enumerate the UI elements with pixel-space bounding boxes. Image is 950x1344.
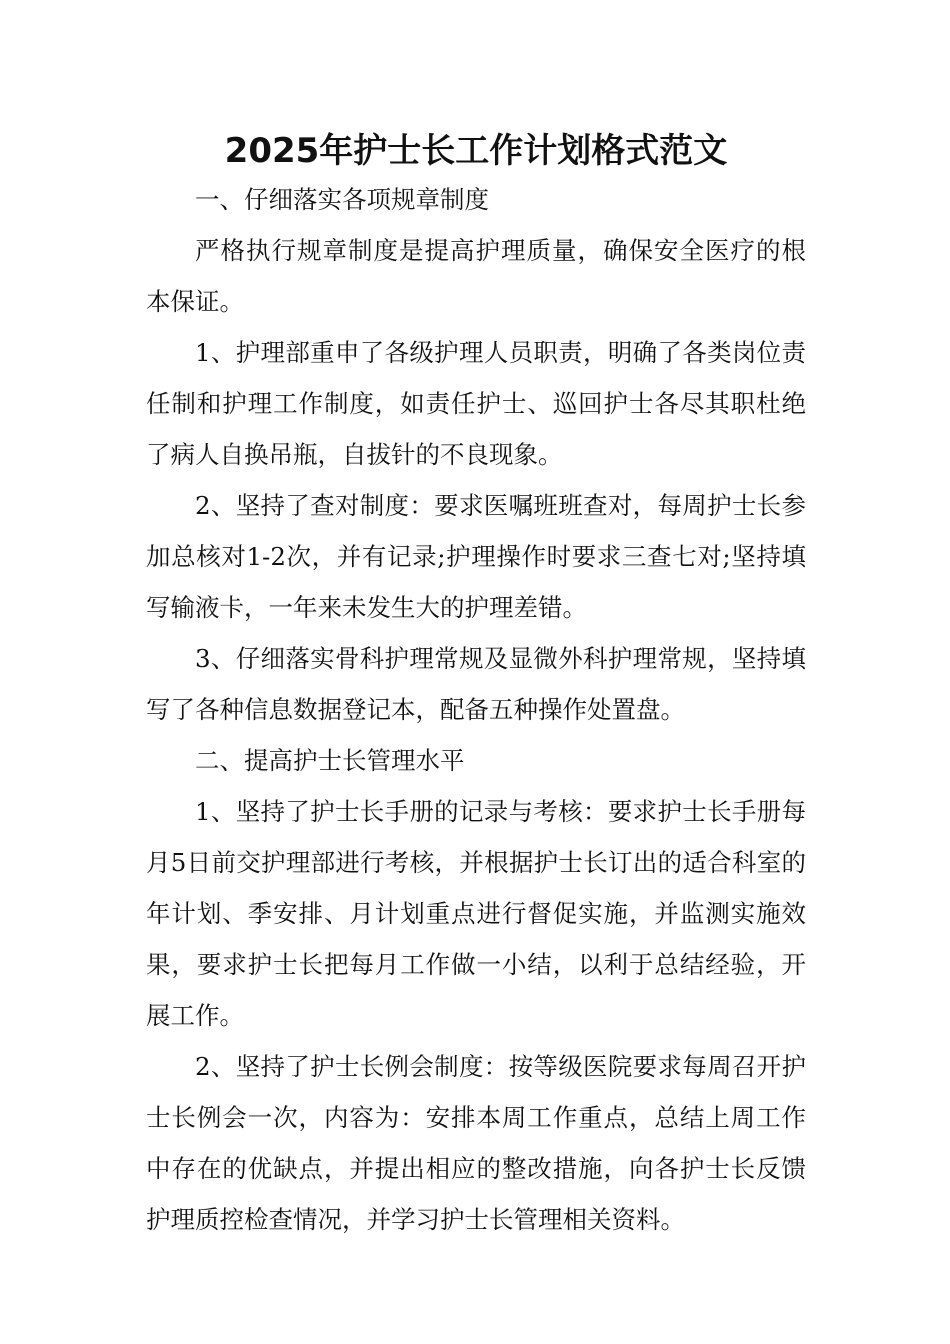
document-body xyxy=(146,128,806,1245)
section-2-item-2: 2、坚持了护士长例会制度：按等级医院要求每周召开护士长例会一次，内容为：安排本周工作重点，总结上周工作中存在的优缺点，并提出相应的整改措施，向各护士长反馈护理质控检查情况，并学习护士长管理相关资料。 xyxy=(146,1052,806,1234)
section-1-intro: 严格执行规章制度是提高护理质量，确保安全医疗的根本保证。 xyxy=(146,236,806,316)
section-1-heading: 一、仔细落实各项规章制度 xyxy=(195,185,489,214)
section-2-heading: 二、提高护士长管理水平 xyxy=(195,746,465,775)
section-1-item-3: 3、仔细落实骨科护理常规及显微外科护理常规，坚持填写了各种信息数据登记本，配备五种操作处置盘。 xyxy=(146,644,806,724)
section-2-item-1: 1、坚持了护士长手册的记录与考核：要求护士长手册每月5日前交护理部进行考核，并根据护士长订出的适合科室的年计划、季安排、月计划重点进行督促实施，并监测实施效果，要求护士长把每月工作做一小结，以利于总结经验，开展工作。 xyxy=(146,797,806,1030)
section-1-item-1: 1、护理部重申了各级护理人员职责，明确了各类岗位责任制和护理工作制度，如责任护士、巡回护士各尽其职杜绝了病人自换吊瓶，自拔针的不良现象。 xyxy=(146,338,806,469)
document-title: 2025年护士长工作计划格式范文 xyxy=(224,131,728,171)
section-1-item-2: 2、坚持了查对制度：要求医嘱班班查对，每周护士长参加总核对1-2次，并有记录;护理操作时要求三查七对;坚持填写输液卡，一年来未发生大的护理差错。 xyxy=(146,491,806,622)
